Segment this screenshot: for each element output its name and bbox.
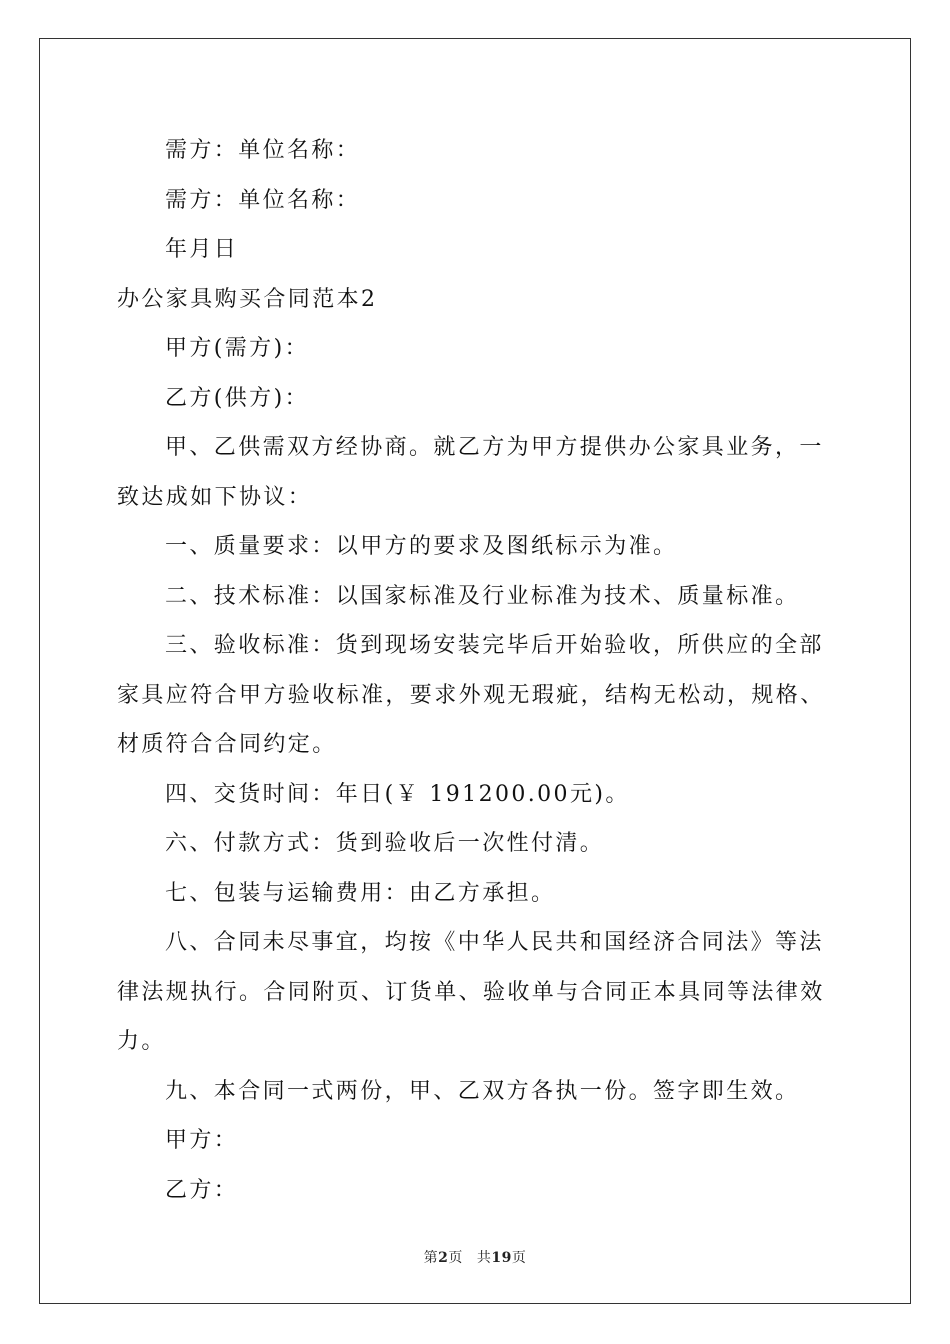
page-footer bbox=[0, 1247, 950, 1267]
clause-payment: 六、付款方式：货到验收后一次性付清。 bbox=[165, 831, 605, 856]
buyer-unit-name-line-1: 需方：单位名称： bbox=[165, 138, 361, 163]
clause-quality: 一、质量要求：以甲方的要求及图纸标示为准。 bbox=[165, 534, 678, 559]
page-prefix: 第 bbox=[423, 1250, 439, 1266]
page-suffix: 页 bbox=[448, 1250, 463, 1266]
section-title: 办公家具购买合同范本2 bbox=[117, 286, 378, 312]
total-prefix: 共 bbox=[476, 1250, 492, 1266]
current-page-number: 2 bbox=[438, 1250, 449, 1266]
date-line: 年月日 bbox=[165, 237, 239, 262]
clause-acceptance-standard: 三、验收标准：货到现场安装完毕后开始验收，所供应的全部家具应符合甲方验收标准，要求外观无瑕疵，结构无松动，规格、材质符合合同约定。 bbox=[117, 633, 825, 757]
clause-packaging-transport: 七、包装与运输费用：由乙方承担。 bbox=[165, 880, 556, 906]
clause-copies: 九、本合同一式两份，甲、乙双方各执一份。签字即生效。 bbox=[165, 1078, 800, 1104]
party-a-label: 甲方(需方)： bbox=[165, 336, 309, 361]
intro-paragraph: 甲、乙供需双方经协商。就乙方为甲方提供办公家具业务，一致达成如下协议： bbox=[117, 435, 824, 510]
signature-party-b: 乙方： bbox=[165, 1177, 239, 1203]
clause-legal: 八、合同未尽事宜，均按《中华人民共和国经济合同法》等法律法规执行。合同附页、订货单、验收单与合同正本具同等法律效力。 bbox=[117, 930, 825, 1054]
signature-party-a: 甲方： bbox=[165, 1128, 239, 1153]
clause-technical-standard: 二、技术标准：以国家标准及行业标准为技术、质量标准。 bbox=[165, 583, 800, 609]
buyer-unit-name-line-2: 需方：单位名称： bbox=[165, 187, 361, 213]
total-page-count: 19 bbox=[491, 1250, 512, 1266]
party-b-label: 乙方(供方)： bbox=[165, 385, 309, 411]
document-body bbox=[117, 126, 837, 1215]
total-suffix: 页 bbox=[511, 1250, 527, 1266]
clause-delivery-time: 四、交货时间：年日(￥ 191200.00元)。 bbox=[165, 781, 630, 807]
